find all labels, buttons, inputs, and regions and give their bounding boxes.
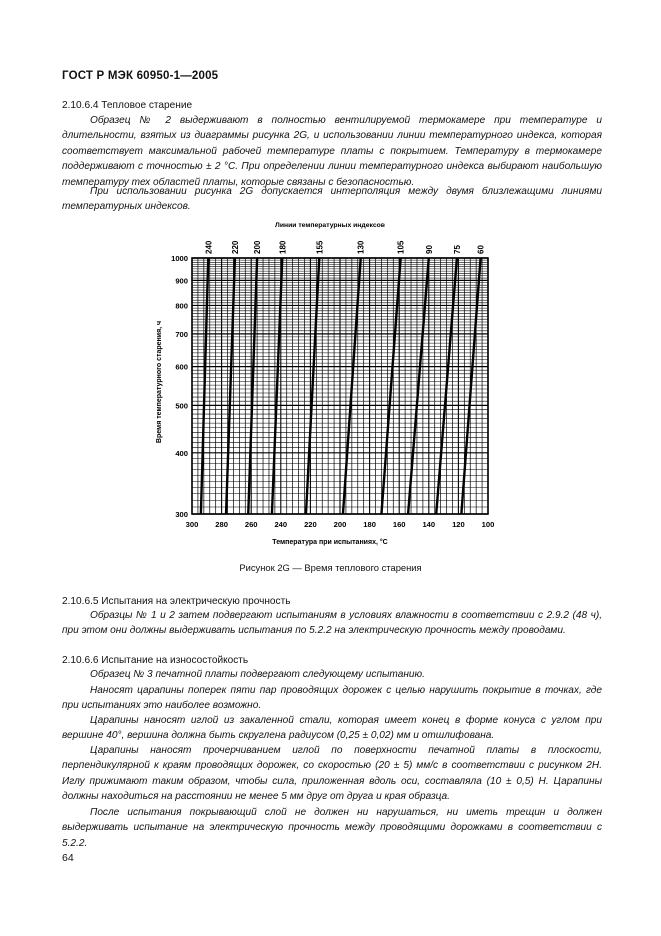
- x-tick-160: 160: [392, 520, 406, 529]
- series-line-105: [381, 258, 400, 514]
- figure-caption: Рисунок 2G — Время теплового старения: [239, 562, 422, 573]
- x-tick-220: 220: [304, 520, 317, 529]
- x-tick-100: 100: [481, 520, 495, 529]
- paragraph-thermal-aging: Образец № 2 выдерживают в полностью вентилируемой термокамере при температуре и длительности, взятых из диаграммы рисунка 2G, и использовании линии температурного индекса, которая соответствует максимальной рабочей температуре платы с покрытием. Температуру в термокамере поддерживают с точностью ± 2 °С. При определении линии температурного индекса выбирают наибольшую температуру тех областей платы, которые связаны с безопасностью.: [62, 115, 602, 188]
- y-tick-900: 900: [175, 276, 188, 286]
- y-tick-labels: [171, 254, 188, 519]
- y-tick-400: 400: [175, 448, 188, 458]
- x-tick-300: 300: [185, 520, 199, 529]
- y-tick-500: 500: [175, 401, 188, 411]
- x-tick-280: 280: [215, 520, 228, 529]
- document-header: ГОСТ Р МЭК 60950-1—2005: [62, 70, 219, 82]
- y-tick-700: 700: [175, 329, 188, 339]
- series-label-155: 155: [315, 240, 325, 254]
- series-label-240: 240: [204, 240, 214, 254]
- chart-series: [201, 258, 481, 514]
- y-tick-1000: 1000: [171, 254, 188, 263]
- y-tick-600: 600: [175, 362, 188, 372]
- series-line-240: [201, 258, 208, 514]
- x-axis-label: Температура при испытаниях, °С: [272, 539, 388, 546]
- x-tick-180: 180: [363, 520, 376, 529]
- series-labels: [204, 240, 485, 254]
- series-line-155: [306, 258, 319, 514]
- paragraph-sample-3: Образец № 3 печатной платы подвергают следующему испытанию.: [90, 669, 425, 680]
- paragraph-scratches: Наносят царапины поперек пяти пар проводящих дорожек с целью нарушить покрытие в точках, где при испытаниях это наиболее возможно.: [62, 685, 602, 712]
- x-tick-260: 260: [244, 520, 258, 529]
- section-heading-2-10-6-5: 2.10.6.5 Испытания на электрическую прочность: [62, 596, 291, 607]
- section-heading-2-10-6-6: 2.10.6.6 Испытание на износостойкость: [62, 655, 249, 666]
- section-heading-2-10-6-4: 2.10.6.4 Тепловое старение: [62, 100, 193, 111]
- x-tick-120: 120: [452, 520, 465, 529]
- series-label-180: 180: [278, 240, 288, 254]
- y-tick-800: 800: [175, 301, 188, 311]
- aging-time-chart: [140, 212, 510, 552]
- chart-title: Линии температурных индексов: [275, 222, 385, 229]
- y-axis-label: Время температурного старения, ч: [156, 320, 163, 444]
- x-tick-240: 240: [274, 520, 288, 529]
- series-label-105: 105: [396, 240, 406, 254]
- page-number: 64: [62, 852, 74, 864]
- y-tick-300: 300: [175, 510, 188, 519]
- paragraph-electric-strength: Образцы № 1 и 2 затем подвергают испытаниям в условиях влажности в соответствии с 2.9.2 (48 ч), при этом они должны выдерживать испытания по 5.2.2 на электрическую прочность между проводами.: [62, 610, 602, 637]
- x-tick-140: 140: [422, 520, 436, 529]
- paragraph-scratch-method: Царапины наносят прочерчиванием иглой по поверхности печатной платы в плоскости, перпендикулярной к краям проводящих дорожек, со скоростью (20 ± 5) мм/с в соответствии с рисунком 2Н. Иглу прижимают таким образом, чтобы сила, приложенная вдоль оси, составляла (10 ± 0,5) Н. Царапины должны находиться на расстоянии не менее 5 мм друг от друга и края образца.: [62, 745, 602, 803]
- series-label-200: 200: [253, 240, 263, 254]
- series-label-90: 90: [424, 245, 434, 254]
- x-tick-200: 200: [333, 520, 347, 529]
- series-label-75: 75: [452, 245, 462, 254]
- paragraph-needle: Царапины наносят иглой из закаленной стали, которая имеет конец в форме конуса с углом при вершине 40°, вершина должна быть скруглена радиусом (0,25 ± 0,02) мм и отшлифована.: [62, 715, 602, 742]
- series-label-220: 220: [230, 240, 240, 254]
- paragraph-after-test: После испытания покрывающий слой не должен ни нарушаться, ни иметь трещин и должен выдерживать испытание на электрическую прочность между проводящими дорожками в соответствии с 5.2.2.: [62, 807, 602, 849]
- x-tick-labels: [186, 520, 495, 529]
- series-label-130: 130: [356, 240, 366, 254]
- chart-grid: [192, 258, 488, 514]
- series-line-200: [248, 258, 257, 514]
- paragraph-interpolation: При использовании рисунка 2G допускается интерполяция между двумя близлежащими линиями температурных индексов.: [62, 186, 602, 213]
- series-label-60: 60: [476, 245, 486, 254]
